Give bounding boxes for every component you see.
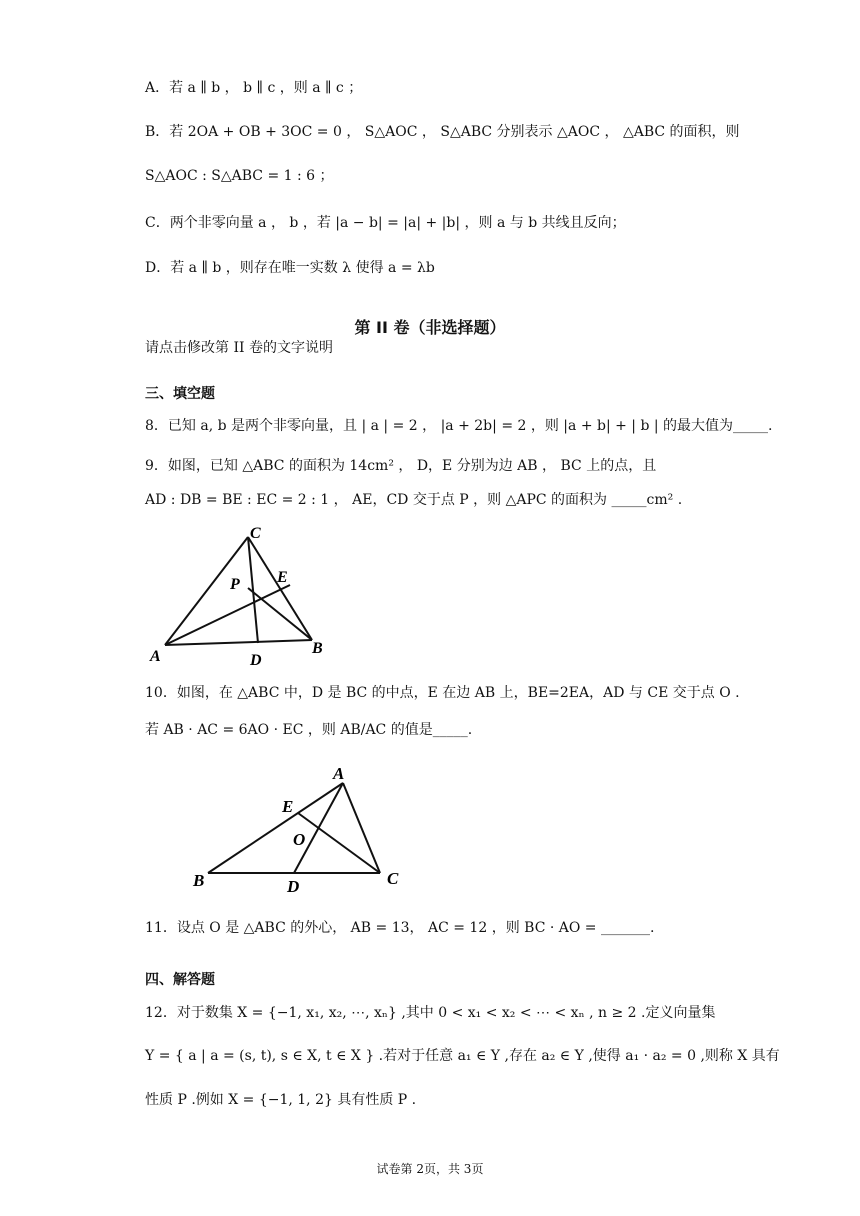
question-10-line1: 10．如图，在 △ABC 中，D 是 BC 的中点，E 在边 AB 上，BE=2EA，AD 与 CE 交于点 O . (145, 685, 740, 701)
option-a: A．若 a ∥ b ， b ∥ c ，则 a ∥ c ； (145, 80, 363, 96)
fig1-label-p: P (230, 576, 240, 593)
part3-heading: 三、填空题 (145, 386, 215, 402)
fig2-label-o: O (293, 830, 306, 849)
question-12-line2: Y = { a | a = (s, t), s ∈ X, t ∈ X } .若对于任意 a₁ ∈ Y ,存在 a₂ ∈ Y ,使得 a₁ · a₂ = 0 ,则称 X 具有 (145, 1048, 780, 1064)
fig2-label-d: D (287, 877, 300, 895)
question-8: 8．已知 a, b 是两个非零向量，且 | a | = 2 ， |a + 2b| = 2 ，则 |a + b| + | b | 的最大值为_____. (145, 418, 773, 434)
figure-triangle-apc (140, 520, 340, 670)
fig1-label-e: E (277, 569, 288, 586)
figure-triangle-abc-o (190, 755, 410, 895)
page-footer: 试卷第 2页，共 3页 (376, 1162, 484, 1176)
option-b: B．若 2OA + OB + 3OC = 0 ， S△AOC ， S△ABC 分别表示 △AOC ， △ABC 的面积，则 (145, 124, 740, 140)
part4-heading: 四、解答题 (145, 972, 215, 988)
fig2-label-c: C (387, 869, 399, 888)
option-c: C．两个非零向量 a ， b ，若 |a − b| = |a| + |b| ，则 a 与 b 共线且反向； (145, 215, 626, 231)
fig2-label-b: B (193, 871, 205, 890)
question-10-line2: 若 AB · AC = 6AO · EC ，则 AB/AC 的值是_____. (145, 722, 473, 738)
question-12-line3: 性质 P .例如 X = {−1, 1, 2} 具有性质 P . (145, 1092, 417, 1108)
fig1-label-b: B (312, 640, 323, 657)
question-12-line1: 12．对于数集 X = {−1, x₁, x₂, ⋯, xₙ} ,其中 0 < x₁ < x₂ < ⋯ < xₙ , n ≥ 2 .定义向量集 (145, 1005, 716, 1021)
option-b-ratio: S△AOC : S△ABC = 1 : 6 ； (145, 168, 334, 184)
question-9-line1: 9．如图，已知 △ABC 的面积为 14cm² ， D，E 分别为边 AB ， BC 上的点，且 (145, 458, 657, 474)
fig1-label-a: A (150, 648, 161, 665)
question-9-line2: AD : DB = BE : EC = 2 : 1 ， AE，CD 交于点 P ，则 △APC 的面积为 _____cm² . (145, 492, 683, 508)
section-note: 请点击修改第 II 卷的文字说明 (145, 340, 333, 356)
option-d: D．若 a ∥ b ，则存在唯一实数 λ 使得 a = λb (145, 260, 435, 276)
fig2-label-e: E (282, 797, 294, 816)
fig1-label-c: C (250, 525, 261, 542)
question-11: 11．设点 O 是 △ABC 的外心， AB = 13， AC = 12 ，则 BC · AO = _______. (145, 920, 655, 936)
fig1-label-d: D (250, 652, 262, 669)
section-title: 第 II 卷（非选择题） (354, 318, 506, 337)
fig2-label-a: A (333, 764, 345, 783)
